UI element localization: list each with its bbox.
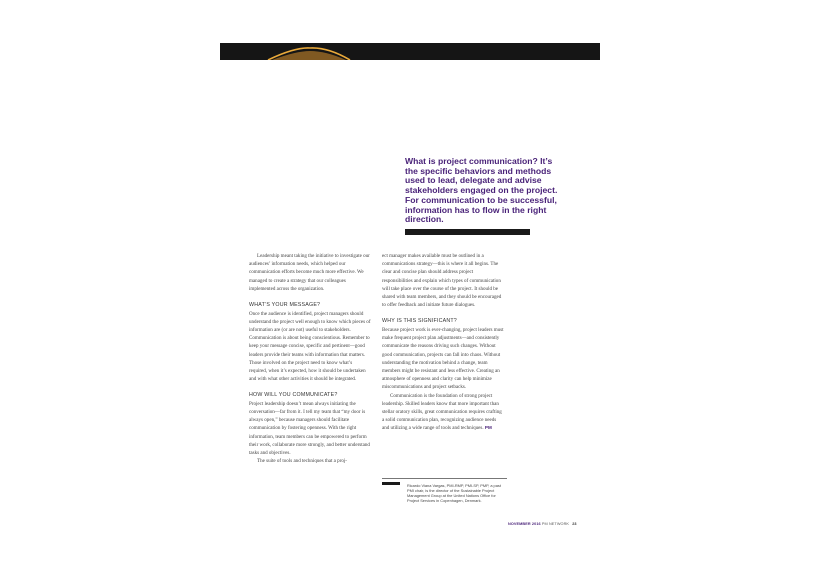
section-heading: WHAT’S YOUR MESSAGE? bbox=[249, 302, 321, 309]
author-photo bbox=[382, 482, 400, 485]
end-mark: PM bbox=[484, 425, 492, 431]
author-box bbox=[382, 478, 507, 503]
section-heading: HOW WILL YOU COMMUNICATE? bbox=[249, 392, 338, 399]
closing-paragraph bbox=[382, 392, 504, 433]
author-bio: Ricardo Viana Vargas, PMI-RMP, PMI-SP, PMP, a past PMI chair, is the director of the Sustainable Project Management Group at the United Nations Office for Project Services in Copenhagen, Denmark. bbox=[407, 483, 501, 504]
paragraph: Once the audience is identified, project managers should understand the project well enough to know which pieces of information are (or are not) useful to stakeholders. Communication is about being conscientious. Remember to keep your message concise, specific and pertinent—good leaders provide their teams with information that matters. Those involved on the project need to know what’s required, when it’s expected, how it should be undertaken and with what other activities it should be integrated. bbox=[249, 310, 371, 383]
footer-issue: NOVEMBER 2016 bbox=[508, 522, 541, 526]
paragraph: The suite of tools and techniques that a proj- bbox=[257, 458, 347, 465]
page-number: 23 bbox=[572, 522, 577, 526]
paragraph: Project leadership doesn’t mean always initiating the conversation—far from it. I tell my team that “my door is always open,” because managers should facilitate communication by fostering openness. With the right information, team members can be empowered to perform their work, collaborate more strongly, and better understand tasks and objectives. bbox=[249, 400, 370, 457]
header-arc-graphic bbox=[220, 43, 600, 60]
page-footer bbox=[508, 522, 577, 526]
paragraph: Because project work is ever-changing, project leaders must make frequent project plan adjustments—and consistently communicate the reasons driving such changes. Without good communication, projects can fall into chaos. Without understanding the motivation behind a change, team members might be resistant and less effective. Creating an atmosphere of openness and clarity can help minimize miscommunications and project setbacks. bbox=[382, 326, 504, 391]
right-article-column bbox=[382, 252, 504, 433]
pull-quote-rule bbox=[405, 229, 530, 235]
paragraph: Leadership meant taking the initiative to investigate our audiences’ information needs, which helped our communication efforts become much more effective. We managed to create a strategy that our colleagues implemented across the organization. bbox=[249, 253, 370, 292]
left-article-column bbox=[249, 252, 371, 465]
header-band bbox=[220, 43, 600, 60]
paragraph-text: Communication is the foundation of strong project leadership. Skilled leaders know that more important than stellar oratory skills, great communication requires crafting a solid communication plan, recognizing audience needs and utilizing a wide range of tools and techniques. bbox=[382, 392, 502, 432]
paragraph: ect manager makes available must be outlined in a communications strategy—this is where it all begins. The clear and concise plan should address project responsibilities and explain which types of communication will take place over the course of the project. It should be shared with team members, and they should be encouraged to offer feedback and initiate future dialogues. bbox=[382, 253, 502, 309]
section-heading: WHY IS THIS SIGNIFICANT? bbox=[382, 318, 457, 325]
pull-quote: What is project communication? It’s the specific behaviors and methods used to lead, delegate and advise stakeholders engaged on the project. For communication to be successful, information has to flow in the right direction. bbox=[405, 156, 558, 225]
footer-publication: PM NETWORK bbox=[541, 522, 570, 526]
